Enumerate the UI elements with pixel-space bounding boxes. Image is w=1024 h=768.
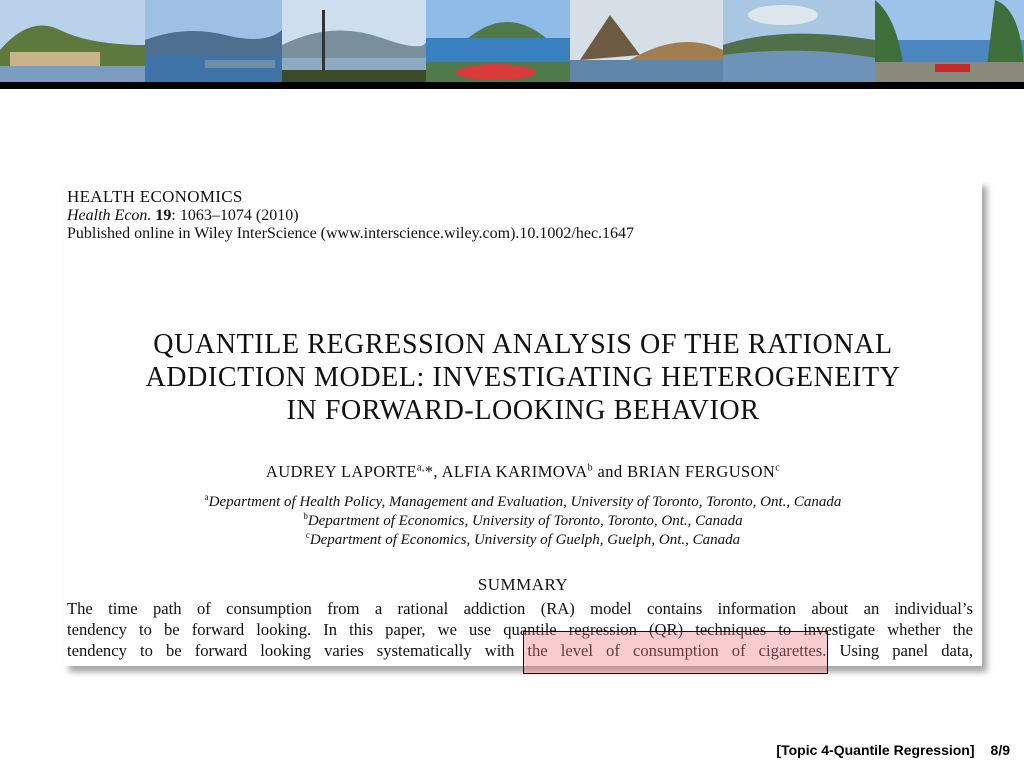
topic-label: [Topic 4-Quantile Regression] [776,742,975,758]
authors: AUDREY $LAPORTE^{a,}*$, ALFIA KARIMOVA$^b$ and BRIAN FERGUSON$^c$ [265,462,781,481]
summary-heading: SUMMARY [477,575,569,594]
summary-line-2: tendency to be forward looking. In this paper, we use quantile regression (QR) techniques to investigate whether the [67,620,973,639]
paper-title-line-1: QUANTILE REGRESSION ANALYSIS OF THE RATIONAL [153,329,893,360]
citation: Health Econ. 19: 1063–1074 (2010) [67,207,299,224]
hilltown-photo [0,0,145,82]
slide-footer [776,742,1010,758]
journal-name: HEALTH ECONOMICS [67,187,243,206]
summary-line-3: tendency to be forward looking varies systematically with the level of consumption of cigarettes. Using panel data, [67,641,973,660]
waterfront-bench-photo [875,0,1024,82]
summary-line-1: The time path of consumption from a rational addiction (RA) model contains information about an individual’s [67,599,973,618]
lake-bay-photo [145,0,282,82]
affiliation-c: $^c$Department of Economics, University of Guelph, Guelph, Ont., Canada [305,530,741,548]
valley-lake-photo [723,0,875,82]
paper-title-line-2: ADDICTION MODEL: INVESTIGATING HETEROGENEITY [145,362,901,393]
affiliation-b: $^b$Department of Economics, University of Toronto, Toronto, Ont., Canada [303,511,743,529]
palm-garden-photo [426,0,570,82]
page-number: 8/9 [990,742,1010,758]
affiliation-a: $^a$Department of Health Policy, Management and Evaluation, University of Toronto, Toronto, Ont., Canada [204,492,842,510]
highlight-box [523,631,828,674]
paper-title-line-3: IN FORWARD-LOOKING BEHAVIOR [286,395,760,426]
mountain-lake-photo [570,0,723,82]
paper-excerpt [64,180,982,666]
banner-divider [0,82,1024,89]
published-online: Published online in Wiley InterScience (www.interscience.wiley.com).10.1002/hec.1647 [67,225,635,242]
photo-banner [0,0,1024,82]
lakeside-promenade-photo [282,0,426,82]
